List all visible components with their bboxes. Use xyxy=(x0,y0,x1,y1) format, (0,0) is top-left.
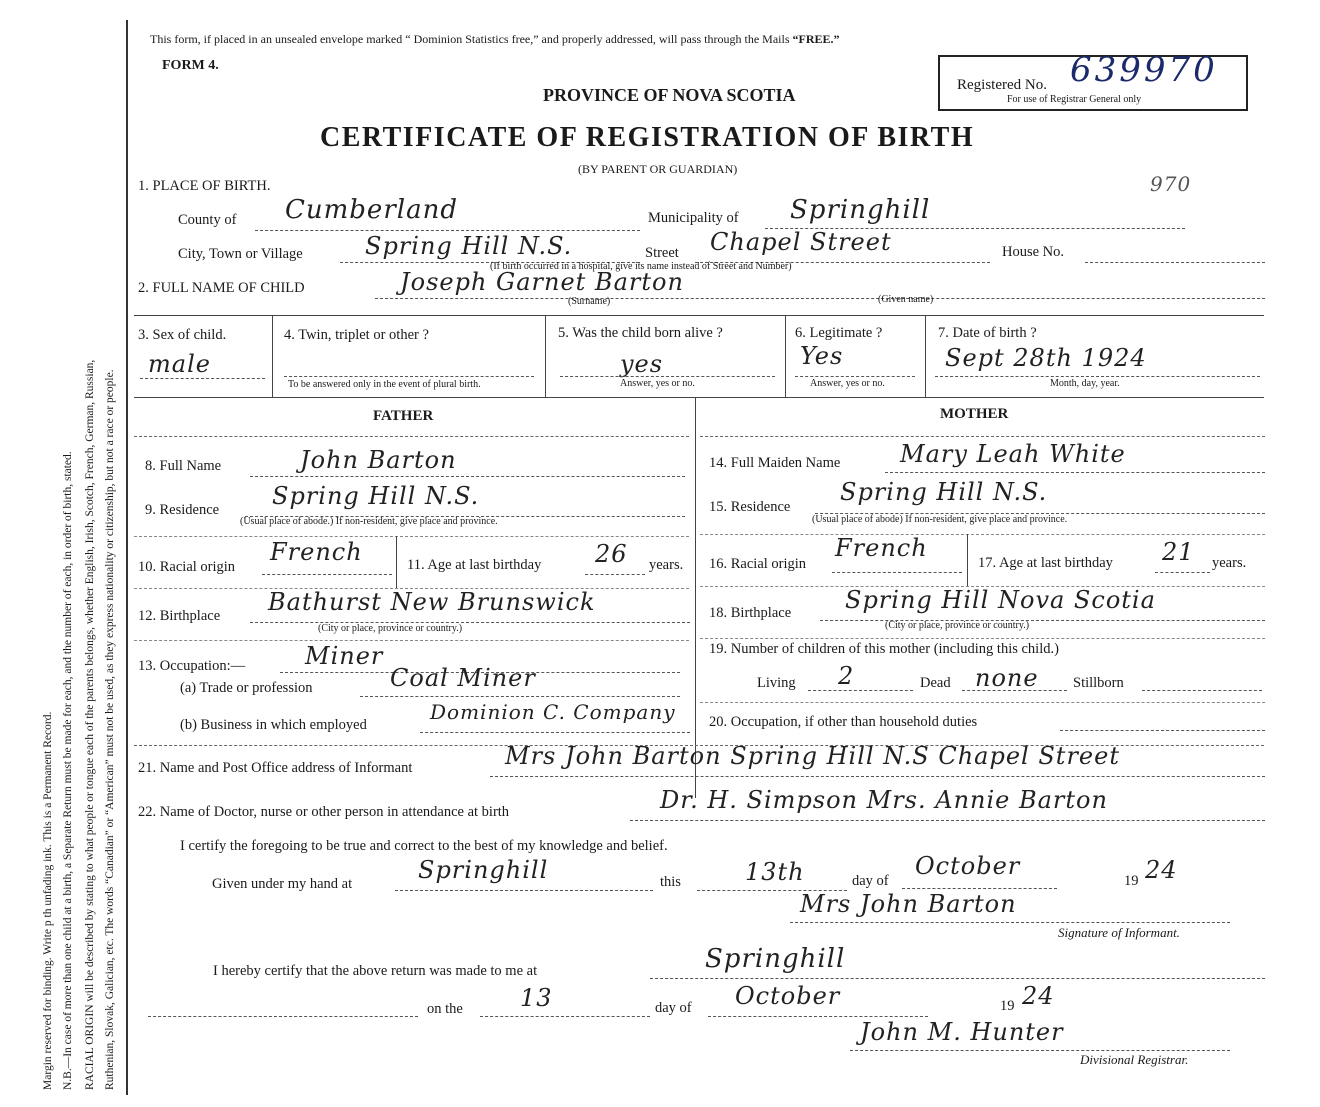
mother-name-value: Mary Leah White xyxy=(900,440,1126,468)
mother-children-label: 19. Number of children of this mother (including this child.) xyxy=(709,641,1059,657)
father-business-value: Dominion C. Company xyxy=(430,700,676,724)
alive-note: Answer, yes or no. xyxy=(620,378,695,389)
father-residence-note: (Usual place of abode.) If non-resident, give place and province. xyxy=(240,516,498,527)
mail-free: “FREE.” xyxy=(792,32,840,46)
registrar-day-of-label: day of xyxy=(655,1000,692,1016)
registrar-on-the-label: on the xyxy=(427,1001,463,1017)
county-value: Cumberland xyxy=(285,195,458,225)
father-age-label: 11. Age at last birthday xyxy=(407,557,542,573)
margin-note-multiple-births: N.B.—In case of more than one child at a birth, a Separate Return must be made for each, and the number of each, in order of birth, stated. xyxy=(62,451,74,1090)
registered-label: Registered No. xyxy=(957,77,1047,93)
father-race-value: French xyxy=(270,538,363,566)
informant-signature: Mrs John Barton xyxy=(800,890,1017,918)
surname-note: (Surname) xyxy=(568,296,611,307)
margin-note-racial-origin: RACIAL ORIGIN will be described by stating to what people or tongue each of the parents belongs, whether English, Irish, Scotch, French, German, Russian, xyxy=(84,359,96,1090)
registrar-year-value: 24 xyxy=(1022,982,1055,1010)
mother-dead-value: none xyxy=(975,664,1039,692)
father-name-label: 8. Full Name xyxy=(145,458,222,474)
mail-note-text: This form, if placed in an unsealed envelope marked “ Dominion Statistics free,” and properly addressed, will pass through the Mails xyxy=(150,32,790,46)
mother-years-label: years. xyxy=(1212,555,1247,571)
alive-value: yes xyxy=(620,350,664,378)
father-name-value: John Barton xyxy=(300,446,457,474)
legitimate-value: Yes xyxy=(800,342,844,370)
county-label: County of xyxy=(178,212,237,228)
father-residence-label: 9. Residence xyxy=(145,502,220,518)
certify-place-value: Springhill xyxy=(418,856,549,884)
father-heading: FATHER xyxy=(373,408,434,424)
twin-label: 4. Twin, triplet or other ? xyxy=(284,327,429,343)
mother-living-value: 2 xyxy=(838,662,855,690)
legitimate-label: 6. Legitimate ? xyxy=(795,325,883,341)
mother-dead-label: Dead xyxy=(920,675,951,691)
dob-label: 7. Date of birth ? xyxy=(938,325,1037,341)
mother-heading: MOTHER xyxy=(940,406,1009,422)
father-occupation-value: Miner xyxy=(305,642,384,670)
place-of-birth-label: 1. PLACE OF BIRTH. xyxy=(138,178,271,194)
mother-birthplace-note: (City or place, province or country.) xyxy=(885,620,1030,631)
hospital-note: (If birth occurred in a hospital, give its name instead of Street and Number) xyxy=(490,261,792,272)
mother-living-label: Living xyxy=(757,675,796,691)
municipality-label: Municipality of xyxy=(648,210,739,226)
informant-signature-label: Signature of Informant. xyxy=(1058,925,1180,940)
registrar-year-prefix: 19 xyxy=(1000,998,1015,1014)
city-label: City, Town or Village xyxy=(178,246,303,262)
house-number-label: House No. xyxy=(1002,244,1065,260)
margin-note-binding: Margin reserved for binding. Write p th unfading ink. This is a Permanent Record. xyxy=(42,711,54,1090)
registrar-signature: John M. Hunter xyxy=(860,1018,1064,1046)
page-title: CERTIFICATE OF REGISTRATION OF BIRTH xyxy=(320,122,975,153)
mother-race-label: 16. Racial origin xyxy=(709,556,807,572)
father-race-label: 10. Racial origin xyxy=(138,559,236,575)
father-birthplace-label: 12. Birthplace xyxy=(138,608,221,624)
mother-residence-value: Spring Hill N.S. xyxy=(840,478,1048,506)
certify-month-value: October xyxy=(915,852,1021,880)
certify-year-prefix: 19 xyxy=(1124,873,1139,889)
mother-age-value: 21 xyxy=(1162,538,1195,566)
margin-divider xyxy=(126,20,128,1095)
page-subtitle: (BY PARENT OR GUARDIAN) xyxy=(578,162,738,176)
registrar-day-value: 13 xyxy=(520,984,553,1012)
registrar-statement: I hereby certify that the above return was made to me at xyxy=(213,963,538,979)
registered-value: 639970 xyxy=(1070,50,1218,90)
certify-day-value: 13th xyxy=(745,858,805,886)
mother-stillborn-label: Stillborn xyxy=(1073,675,1124,691)
street-label: Street xyxy=(645,245,679,261)
mother-occupation-label: 20. Occupation, if other than household duties xyxy=(709,714,978,730)
father-age-value: 26 xyxy=(595,540,628,568)
given-name-note: (Given name) xyxy=(878,294,934,305)
sex-label: 3. Sex of child. xyxy=(138,327,227,343)
father-occupation-label: 13. Occupation:— xyxy=(138,658,246,674)
father-trade-value: Coal Miner xyxy=(390,664,536,692)
registrar-place-value: Springhill xyxy=(705,944,846,974)
mail-note xyxy=(150,32,840,47)
province-heading: PROVINCE OF NOVA SCOTIA xyxy=(543,85,796,105)
doctor-label: 22. Name of Doctor, nurse or other person in attendance at birth xyxy=(138,804,510,820)
margin-note-nationality: Ruthenian, Slovak, Galician, etc. The words “Canadian” or “American” must not be used, as they express nationality or citizenship, but not a race or people. xyxy=(104,369,116,1090)
mother-race-value: French xyxy=(835,534,928,562)
father-years-label: years. xyxy=(649,557,684,573)
municipality-value: Springhill xyxy=(790,195,931,225)
informant-value: Mrs John Barton Spring Hill N.S Chapel Street xyxy=(505,742,1120,770)
father-business-label: (b) Business in which employed xyxy=(180,717,367,733)
registrar-month-value: October xyxy=(735,982,841,1010)
city-value: Spring Hill N.S. xyxy=(365,232,573,260)
father-trade-label: (a) Trade or profession xyxy=(180,680,313,696)
certify-statement: I certify the foregoing to be true and correct to the best of my knowledge and belief. xyxy=(180,838,668,854)
informant-label: 21. Name and Post Office address of Informant xyxy=(138,760,413,776)
twin-note: To be answered only in the event of plural birth. xyxy=(288,379,481,390)
street-value: Chapel Street xyxy=(710,228,892,256)
mother-residence-label: 15. Residence xyxy=(709,499,791,515)
certify-given-label: Given under my hand at xyxy=(212,876,353,892)
alive-label: 5. Was the child born alive ? xyxy=(558,325,723,341)
father-residence-value: Spring Hill N.S. xyxy=(272,482,480,510)
certify-day-of-label: day of xyxy=(852,873,889,889)
certify-this-label: this xyxy=(660,874,681,890)
child-name-value: Joseph Garnet Barton xyxy=(400,268,684,296)
registrar-use-note: For use of Registrar General only xyxy=(1007,94,1142,105)
sex-value: male xyxy=(148,350,211,378)
mother-residence-note: (Usual place of abode) If non-resident, give place and province. xyxy=(812,514,1068,525)
child-name-label: 2. FULL NAME OF CHILD xyxy=(138,280,305,296)
dob-note: Month, day, year. xyxy=(1050,378,1120,389)
mother-name-label: 14. Full Maiden Name xyxy=(709,455,841,471)
doctor-value: Dr. H. Simpson Mrs. Annie Barton xyxy=(660,786,1108,814)
dob-value: Sept 28th 1924 xyxy=(945,344,1147,372)
certify-year-value: 24 xyxy=(1145,856,1178,884)
legitimate-note: Answer, yes or no. xyxy=(810,378,885,389)
father-birthplace-note: (City or place, province or country.) xyxy=(318,623,463,634)
corner-number: 970 xyxy=(1150,172,1192,196)
mother-birthplace-value: Spring Hill Nova Scotia xyxy=(845,586,1156,614)
registrar-signature-label: Divisional Registrar. xyxy=(1080,1052,1189,1067)
mother-age-label: 17. Age at last birthday xyxy=(978,555,1113,571)
father-birthplace-value: Bathurst New Brunswick xyxy=(268,588,596,616)
mother-birthplace-label: 18. Birthplace xyxy=(709,605,792,621)
form-number: FORM 4. xyxy=(162,58,219,73)
